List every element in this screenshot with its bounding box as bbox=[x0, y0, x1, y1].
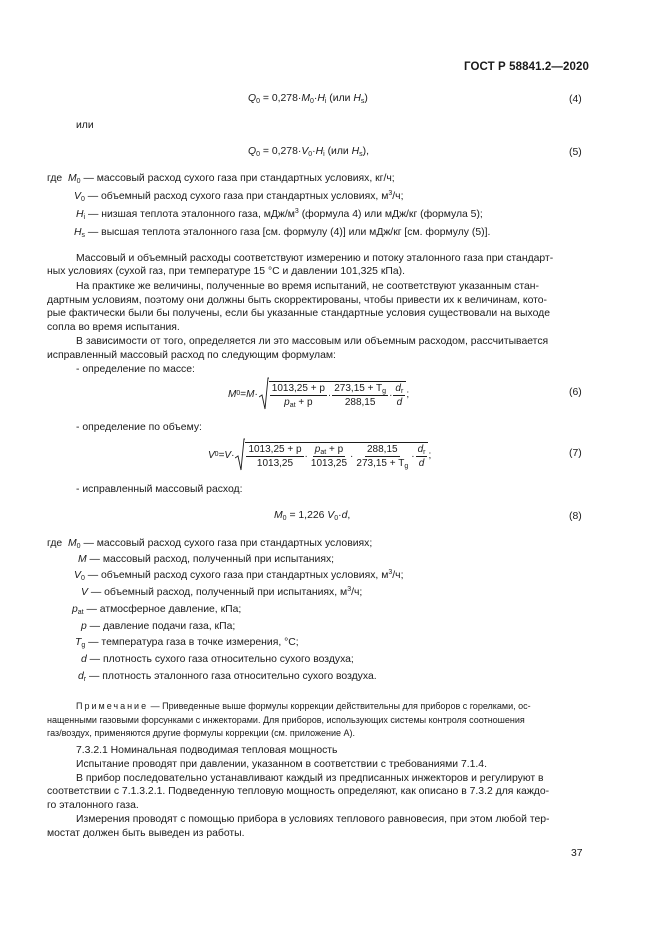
definition-V0-2: $V_0$ — объемный расход сухого газа при стандартных условиях, $м^3/ч$; bbox=[74, 569, 404, 582]
definition-V0-1: $V_0$ — объемный расход сухого газа при стандартных условиях, $м^3/ч$; bbox=[74, 190, 404, 203]
definition-Hi: $H_i$ — низшая теплота эталонного газа, мДж/$м^3$ (формула 4) или мДж/кг (формула 5); bbox=[76, 208, 483, 221]
section-paragraph-3-line-1: Измерения проводят с помощью прибора в условиях теплового равновесия, при этом любой тер- bbox=[76, 814, 550, 825]
paragraph-1-line-2: ных условиях (сухой газ, при температуре 15 °С и давлении 101,325 кПа). bbox=[47, 266, 405, 277]
paragraph-1-line-1: Массовый и объемный расходы соответствуют измерению и потоку эталонного газа при стандарт- bbox=[76, 253, 554, 264]
formula-7: V 0 = V · $\frac{1013,25 + p}{1013,25}$ · $\frac{p_{at} + p}{1013,25}$ · $\frac{288,15}{273,15 + T_g}$ · $\frac{d_r}{d}$ ; bbox=[208, 438, 431, 472]
paragraph-2-line-4: сопла во время испытания. bbox=[47, 322, 180, 333]
document-standard-code: ГОСТ Р 58841.2—2020 bbox=[464, 61, 589, 73]
radical-sign-7 bbox=[235, 438, 245, 472]
definition-d: d — плотность сухого газа относительно сухого воздуха; bbox=[81, 654, 354, 665]
definition-p: p — давление подачи газа, кПа; bbox=[81, 621, 236, 632]
definition-M0-1: $M_0$ — массовый расход сухого газа при стандартных условиях, кг/ч; bbox=[68, 173, 395, 185]
definition-M0-2: $M_0$ — массовый расход сухого газа при стандартных условиях; bbox=[68, 538, 373, 550]
definition-V: V — объемный расход, полученный при испытаниях, $м^3/ч$; bbox=[81, 586, 363, 598]
formula-8: $M_0 = 1,226$ $V_0\cdot d$, bbox=[274, 510, 351, 522]
note-line-1: Примечание — Приведенные выше формулы коррекции действительны для приборов с горелками, ос- bbox=[76, 701, 531, 711]
paragraph-2-line-3: рые фактически были бы получены, если бы указанные стандартные условия существовали на выходе bbox=[47, 308, 550, 319]
formula-4-number: (4) bbox=[569, 94, 582, 105]
section-paragraph-2-line-1: В прибор последовательно устанавливают каждый из предписанных инжекторов и регулируют в bbox=[76, 773, 544, 784]
formula-5-number: (5) bbox=[569, 147, 582, 158]
note-line-3: газ/воздух, применяются другие формулы коррекции (см. приложение А). bbox=[47, 728, 356, 738]
definition-dr: $d_r$ — плотность эталонного газа относительно сухого воздуха. bbox=[78, 671, 377, 683]
section-paragraph-2-line-3: го эталонного газа. bbox=[47, 800, 139, 811]
definition-M: M — массовый расход, полученный при испытаниях; bbox=[78, 554, 335, 565]
note-line-2: нащенными газовыми форсунками с инжекторами. Для приборов, использующих системы контроля соотношения bbox=[47, 715, 525, 725]
formula-5: $Q_0 = 0,278\cdot V_0\cdot H_i$ (или $H_s$), bbox=[248, 146, 369, 158]
page-number: 37 bbox=[571, 848, 583, 859]
section-title: 7.3.2.1 Номинальная подводимая тепловая мощность bbox=[76, 745, 338, 756]
paragraph-2-line-1: На практике же величины, полученные во время испытаний, не соответствуют указанным стан- bbox=[76, 281, 540, 292]
formula-6-number: (6) bbox=[569, 387, 582, 398]
section-paragraph-2-line-2: соответствии с 7.1.3.2.1. Подведенную тепловую мощность определяют, как описано в 7.3.2 для каждо- bbox=[47, 786, 550, 797]
bullet-mass: - определение по массе: bbox=[76, 364, 195, 375]
definition-pat: $p_{at}$ — атмосферное давление, кПа; bbox=[72, 604, 242, 616]
formula-8-number: (8) bbox=[569, 511, 582, 522]
paragraph-3-line-1: В зависимости от того, определяется ли это массовым или объемным расходом, рассчитывается bbox=[76, 336, 549, 347]
radical-sign-6 bbox=[259, 377, 269, 411]
where-label-2: где bbox=[47, 538, 63, 549]
definition-Tg: $T_g$ — температура газа в точке измерения, °С; bbox=[75, 637, 299, 649]
note-label: Примечание bbox=[76, 701, 149, 711]
or-connector: или bbox=[76, 120, 94, 131]
definition-Hs: $H_s$ — высшая теплота эталонного газа [см. формулу (4)] или мДж/кг [см. формулу (5)]. bbox=[74, 227, 491, 239]
formula-7-number: (7) bbox=[569, 448, 582, 459]
paragraph-2-line-2: дартным условиям, поэтому они должны быть скорректированы, чтобы привести их к величинам, кото- bbox=[47, 295, 548, 306]
where-label-1: где bbox=[47, 173, 63, 184]
bullet-corrected: - исправленный массовый расход: bbox=[76, 484, 243, 495]
section-paragraph-1: Испытание проводят при давлении, указанном в соответствии с требованиями 7.1.4. bbox=[76, 759, 487, 770]
section-paragraph-3-line-2: мостат должен быть выведен из работы. bbox=[47, 828, 245, 839]
formula-6: M 0 = M · $\frac{1013,25 + p}{p_{at} + p}$ · $\frac{273,15 + T_g}{288,15}$ · $\frac{d_r}{d}$ ; bbox=[228, 377, 409, 411]
formula-4: $Q_0 = 0,278\cdot M_0\cdot H_i$ (или $H_s$) bbox=[248, 93, 368, 105]
bullet-volume: - определение по объему: bbox=[76, 422, 202, 433]
paragraph-3-line-2: исправленный массовый расход по следующим формулам: bbox=[47, 350, 336, 361]
